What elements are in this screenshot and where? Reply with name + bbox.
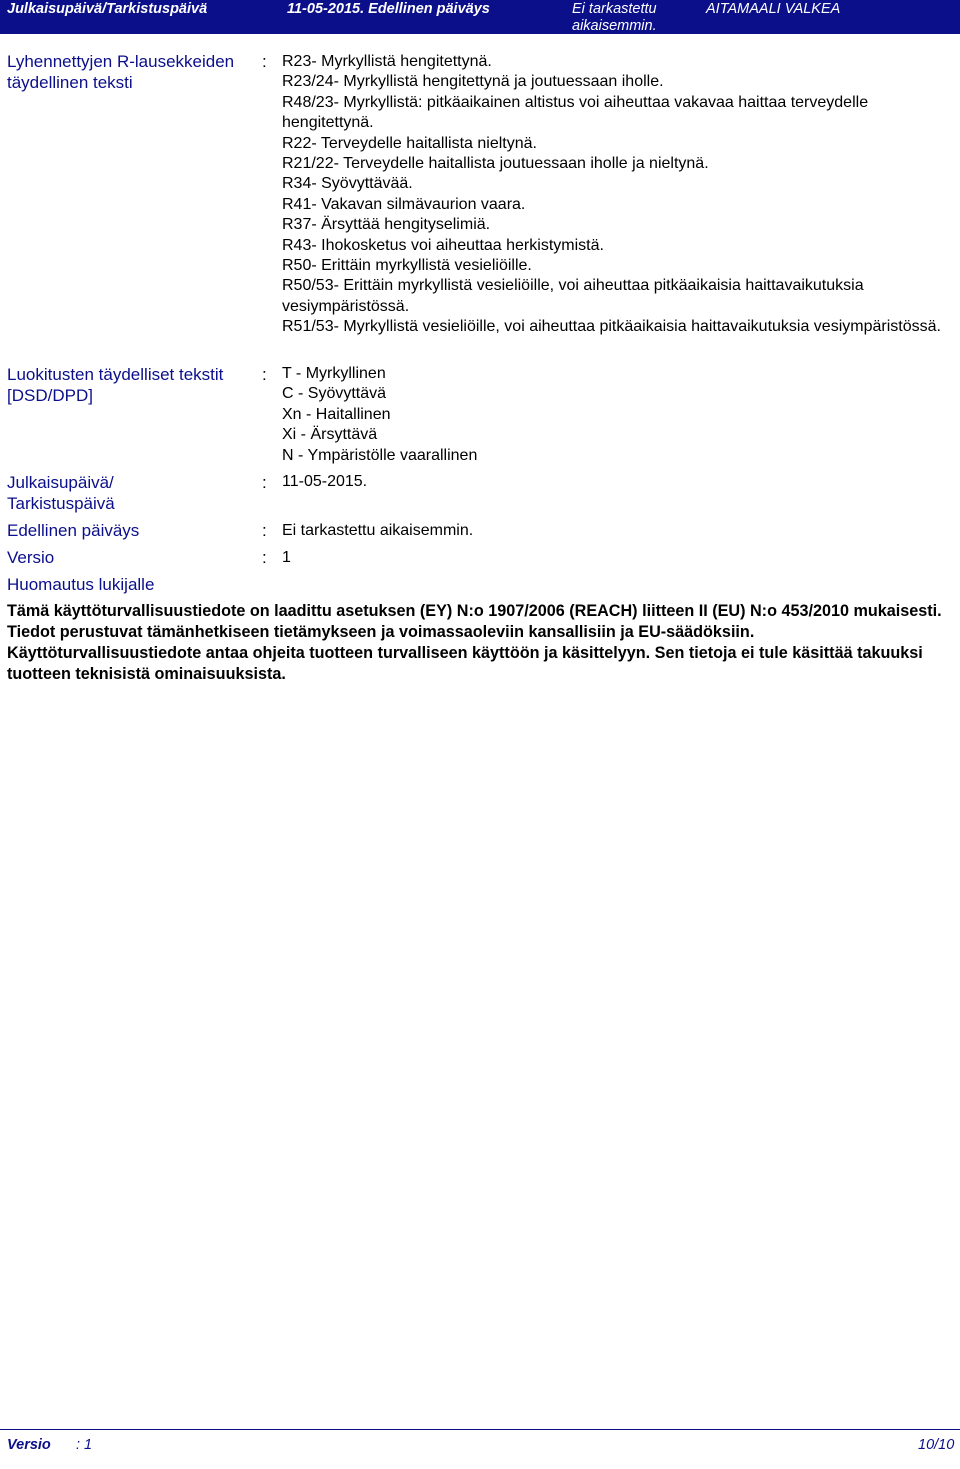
header-product-name: AITAMAALI VALKEA <box>706 1 841 17</box>
reader-note-text: Tämä käyttöturvallisuustiedote on laadittu asetuksen (EY) N:o 1907/2006 (REACH) liitteen II (EU) N:o 453/2010 mukaisesti. Tiedot perustuvat tämänhetkiseen tietämykseen ja voimassaoleviin kansallisiin ja EU-säädöksiin. Käyttöturvallisuustiedote antaa ohjeita tuotteen turvalliseen käyttöön ja käsittelyyn. Sen tietoja ei tule käsittää takuuksi tuotteen teknisistä ominaisuuksista. <box>7 602 942 683</box>
classification-line: N - Ympäristölle vaarallinen <box>282 446 478 464</box>
previous-date-value: Ei tarkastettu aikaisemmin. <box>282 522 474 539</box>
r-phrase-line: R43- Ihokosketus voi aiheuttaa herkistymistä. <box>282 236 604 254</box>
r-phrase-line: R34- Syövyttävää. <box>282 175 413 193</box>
r-phrase-line: R23- Myrkyllistä hengitettynä. <box>282 53 492 70</box>
footer-version-label: Versio <box>7 1437 51 1453</box>
version-colon: : <box>262 548 267 567</box>
r-phrase-line: R37- Ärsyttää hengityselimiä. <box>282 216 491 234</box>
r-phrase-line: R51/53- Myrkyllistä vesieliöille, voi aiheuttaa pitkäaikaisia haittavaikutuksia vesiympäristössä. <box>282 318 941 336</box>
release-date-label: Julkaisupäivä/ Tarkistuspäivä <box>7 473 115 513</box>
previous-date-label: Edellinen päiväys <box>7 521 140 540</box>
r-phrase-line: R50- Erittäin myrkyllistä vesieliöille. <box>282 257 532 275</box>
r-phrase-line: R41- Vakavan silmävaurion vaara. <box>282 195 526 213</box>
reader-note-label: Huomautus lukijalle <box>7 575 155 594</box>
r-phrase-line: R50/53- Erittäin myrkyllistä vesieliöille, voi aiheuttaa pitkäaikaisia haittavaikutuksia vesiympäristössä. <box>282 277 864 315</box>
r-phrases-colon: : <box>262 52 267 71</box>
r-phrases-list <box>282 52 952 338</box>
classification-line: Xi - Ärsyttävä <box>282 426 378 444</box>
footer-page-number: 10/10 <box>918 1437 955 1453</box>
header-title: Julkaisupäivä/Tarkistuspäivä <box>7 1 208 17</box>
classification-line: Xn - Haitallinen <box>282 405 391 423</box>
version-value: 1 <box>282 549 291 566</box>
r-phrase-line: R22- Terveydelle haitallista nieltynä. <box>282 134 537 152</box>
r-phrase-line: R48/23- Myrkyllistä: pitkäaikainen altistus voi aiheuttaa vakavaa haittaa terveydelle hengitettynä. <box>282 93 869 132</box>
classification-line: C - Syövyttävä <box>282 385 387 403</box>
classifications-list <box>282 364 952 466</box>
header-prev-value: Ei tarkastettu aikaisemmin. <box>572 1 657 34</box>
footer-version-value: : 1 <box>76 1437 93 1453</box>
classifications-label: Luokitusten täydelliset tekstit [DSD/DPD] <box>7 365 224 405</box>
classification-line: T - Myrkyllinen <box>282 365 386 382</box>
r-phrase-line: R21/22- Terveydelle haitallista joutuessaan iholle ja nieltynä. <box>282 155 709 173</box>
release-date-value: 11-05-2015. <box>282 473 368 490</box>
release-date-colon: : <box>262 473 267 492</box>
r-phrases-label: Lyhennettyjen R-lausekkeiden täydellinen teksti <box>7 52 235 92</box>
header-date-and-prev-label: 11-05-2015. Edellinen päiväys <box>287 1 490 17</box>
footer-divider <box>0 1429 960 1430</box>
header-bar <box>0 0 960 34</box>
classifications-colon: : <box>262 365 267 384</box>
previous-date-colon: : <box>262 521 267 540</box>
r-phrase-line: R23/24- Myrkyllistä hengitettynä ja joutuessaan iholle. <box>282 73 664 91</box>
version-label: Versio <box>7 548 55 567</box>
